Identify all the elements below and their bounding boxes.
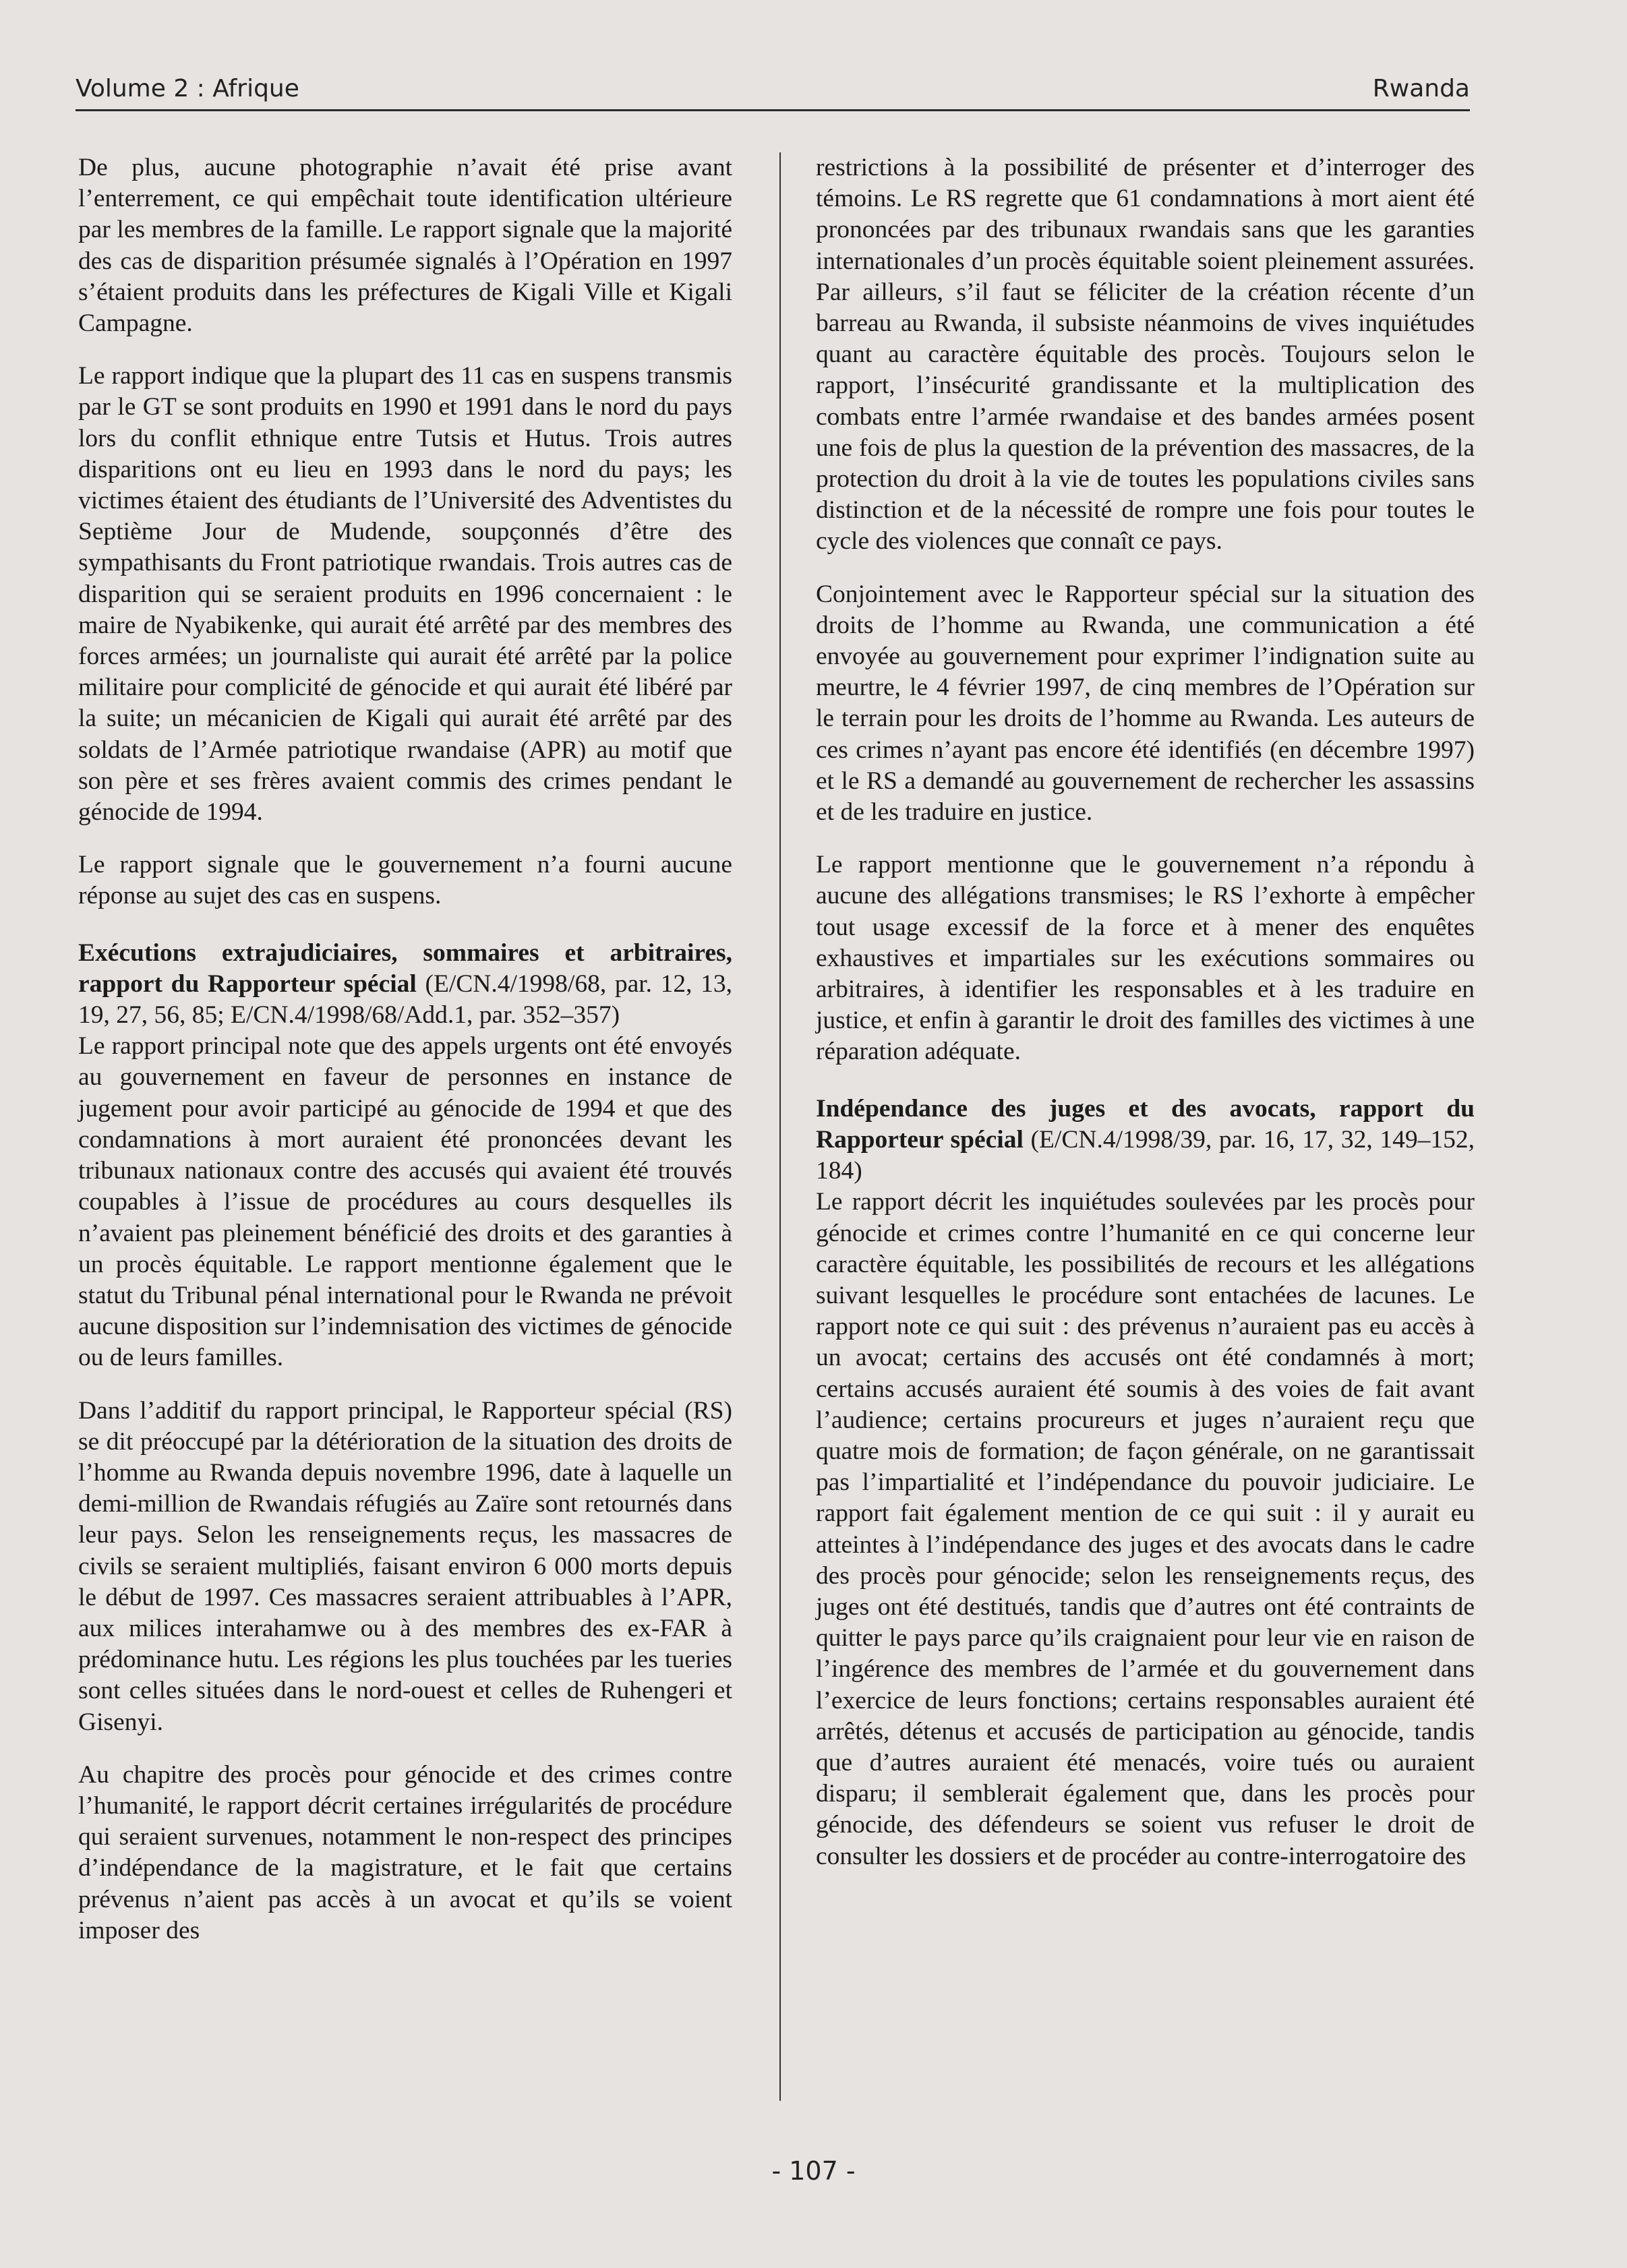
section-reference: (E/CN.4/1998/39, par. 16, 17, 32, 149–152, 184)	[816, 1125, 1475, 1185]
section-reference: (E/CN.4/1998/68, par. 12, 13, 19, 27, 56, 85; E/CN.4/1998/68/Add.1, par. 352–357)	[78, 969, 733, 1029]
section-title: Exécutions extrajudiciaires, sommaires et arbitraires, rapport du Rapporteur spécial	[78, 938, 732, 998]
header-country: Rwanda	[1372, 75, 1470, 102]
paragraph: restrictions à la possibilité de présenter et d’interroger des témoins. Le RS regrette que 61 condamnations à mort aient été prononcées par des tribunaux rwandais sans que les garanties internationales d’un procès équitable soient pleinement assurées. Par ailleurs, s’il faut se féliciter de la création récente d’un barreau au Rwanda, il subsiste néanmoins de vives inquiétudes quant au caractère équitable des procès. Toujours selon le rapport, l’insécurité grandissante et la multiplication des combats entre l’armée rwandaise et des bandes armées posent une fois de plus la question de la prévention des massacres, de la protection du droit à la vie de toutes les populations civiles sans distinction et de la nécessité de rompre une fois pour toutes le cycle des violences que connaît ce pays.	[816, 154, 1475, 556]
paragraph: Dans l’additif du rapport principal, le Rapporteur spécial (RS) se dit préoccupé par la détérioration de la situation des droits de l’homme au Rwanda depuis novembre 1996, date à laquelle un demi-million de Rwandais réfugiés au Zaïre sont retournés dans leur pays. Selon les renseignements reçus, les massacres de civils se seraient multipliés, faisant environ 6 000 morts depuis le début de 1997. Ces massacres seraient attribuables à l’APR, aux milices interahamwe ou à des membres des ex-FAR à prédominance hutu. Les régions les plus touchées par les tueries sont celles situées dans le nord-ouest et celles de Ruhengeri et Gisenyi.	[78, 1396, 732, 1736]
column-divider	[779, 152, 781, 2101]
left-column	[78, 152, 732, 1968]
paragraph: Le rapport indique que la plupart des 11 cas en suspens transmis par le GT se sont produits en 1990 et 1991 dans le nord du pays lors du conflit ethnique entre Tutsis et Hutus. Trois autres disparitions ont eu lieu en 1993 dans le nord du pays; les victimes étaient des étudiants de l’Université des Adventistes du Septième Jour de Mudende, soupçonnés d’être des sympathisants du Front patriotique rwandais. Trois autres cas de disparition qui se seraient produits en 1996 concernaient : le maire de Nyabikenke, qui aurait été arrêté par des membres des forces armées; un journaliste qui aurait été arrêté par la police militaire pour complicité de génocide et qui aurait été libéré par la suite; un mécanicien de Kigali qui aurait été arrêté par des soldats de l’Armée patriotique rwandaise (APR) au motif que son père et ses frères avaient commis des crimes pendant le génocide de 1994.	[78, 362, 732, 827]
paragraph: Le rapport décrit les inquiétudes soulevées par les procès pour génocide et crimes contre l’humanité en ce qui concerne leur caractère équitable, les possibilités de recours et les allégations suivant lesquelles le procédure sont entachées de lacunes. Le rapport note ce qui suit : des prévenus n’auraient pas eu accès à un avocat; certains des accusés ont été condamnés à mort; certains accusés auraient été soumis à des voies de fait avant l’audience; certains procureurs et juges n’auraient reçu que quatre mois de formation; de façon générale, on ne garantissait pas l’impartialité et l’indépendance du pouvoir judiciaire. Le rapport fait également mention de ce qui suit : il y aurait eu atteintes à l’indépendance des juges et des avocats dans le cadre des procès pour génocide; selon les renseignements reçus, des juges ont été destitués, tandis que d’autres ont été contraints de quitter le pays parce qu’ils craignaient pour leur vie en raison de l’ingérence des membres de l’armée et du gouvernement dans l’exercice de leurs fonctions; certains responsables auraient été arrêtés, détenus et accusés de participation au génocide, tandis que d’autres auraient été menacés, voire tués ou auraient disparu; il semblerait également que, dans les procès pour génocide, des défendeurs se soient vus refuser le droit de consulter les dossiers et de procéder au contre-interrogatoire des	[816, 1188, 1475, 1870]
section-heading-executions	[78, 938, 732, 1032]
paragraph: De plus, aucune photographie n’avait été prise avant l’enterrement, ce qui empêchait toute identification ultérieure par les membres de la famille. Le rapport signale que la majorité des cas de disparition présumée signalés à l’Opération en 1997 s’étaient produits dans les préfectures de Kigali Ville et Kigali Campagne.	[78, 154, 732, 338]
section-title: Indépendance des juges et des avocats, rapport du Rapporteur spécial	[816, 1094, 1475, 1154]
paragraph: Le rapport principal note que des appels urgents ont été envoyés au gouvernement en faveur de personnes en instance de jugement pour avoir participé au génocide de 1994 et que des condamnations à mort auraient été prononcées devant les tribunaux nationaux contre des accusés qui avaient été trouvés coupables à l’issue de procédures au cours desquelles ils n’avaient pas pleinement bénéficié des droits et des garanties à un procès équitable. Le rapport mentionne également que le statut du Tribunal pénal international pour le Rwanda ne prévoit aucune disposition sur l’indemnisation des victimes de génocide ou de leurs familles.	[78, 1032, 732, 1372]
right-column	[816, 152, 1475, 1894]
paragraph: Le rapport signale que le gouvernement n’a fourni aucune réponse au sujet des cas en suspens.	[78, 851, 732, 910]
running-header	[76, 70, 1470, 111]
paragraph: Au chapitre des procès pour génocide et des crimes contre l’humanité, le rapport décrit certaines irrégularités de procédure qui seraient survenues, notamment le non-respect des principes d’indépendance de la magistrature, et le fait que certains prévenus n’aient pas accès à un avocat et qu’ils se voient imposer des	[78, 1760, 732, 1944]
page-number: - 107 -	[771, 2156, 856, 2186]
header-volume-title: Volume 2 : Afrique	[76, 75, 299, 102]
section-heading-independence	[816, 1094, 1475, 1187]
paragraph: Le rapport mentionne que le gouvernement n’a répondu à aucune des allégations transmises; le RS l’exhorte à empêcher tout usage excessif de la force et à mener des enquêtes exhaustives et impartiales sur les exécutions sommaires ou arbitraires, à identifier les responsables et à les traduire en justice, et enfin à garantir le droit des familles des victimes à une réparation adéquate.	[816, 851, 1475, 1066]
paragraph: Conjointement avec le Rapporteur spécial sur la situation des droits de l’homme au Rwanda, une communication a été envoyée au gouvernement pour exprimer l’indignation suite au meurtre, le 4 février 1997, de cinq membres de l’Opération sur le terrain pour les droits de l’homme au Rwanda. Les auteurs de ces crimes n’ayant pas encore été identifiés (en décembre 1997) et le RS a demandé au gouvernement de rechercher les assassins et de les traduire en justice.	[816, 580, 1475, 827]
